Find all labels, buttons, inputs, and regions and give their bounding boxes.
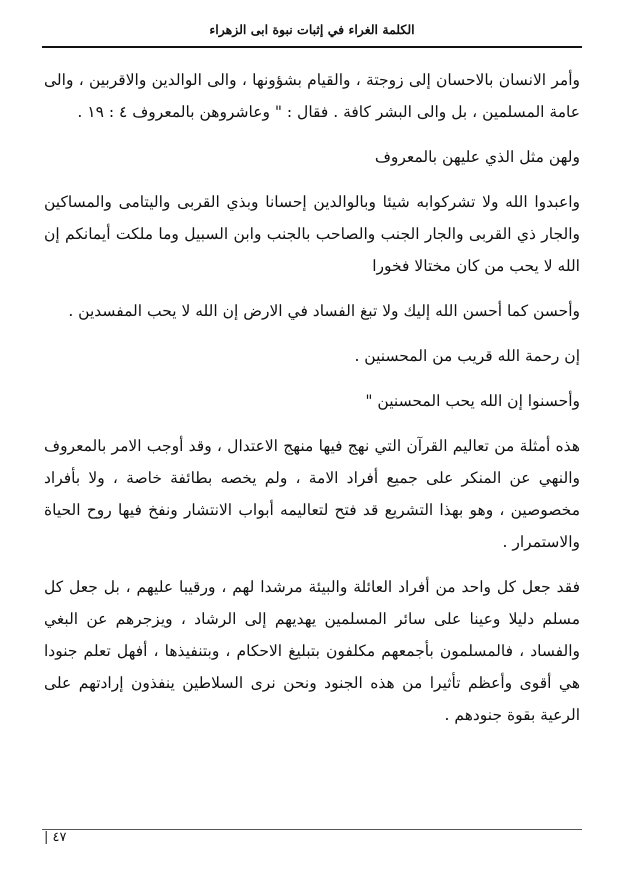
paragraph: ولهن مثل الذي عليهن بالمعروف — [374, 148, 580, 166]
paragraph: وأمر الانسان بالاحسان إلى زوجتة ، والقيام بشؤونها ، والى الوالدين والاقربين ، والى عامة المسلمين ، بل والى البشر كافة . فقال : " وعاشروهن بالمعروف ٤ : ١٩ . — [44, 71, 580, 121]
paragraph: إن رحمة الله قريب من المحسنين . — [354, 347, 580, 365]
page-number: ٤٧ | — [44, 830, 67, 845]
header-rule — [42, 46, 582, 48]
body-text — [44, 64, 580, 744]
paragraph: وأحسن كما أحسن الله إليك ولا تبغ الفساد في الارض إن الله لا يحب المفسدين . — [68, 302, 580, 320]
paragraph: وأحسنوا إن الله يحب المحسنين " — [365, 392, 580, 410]
running-header: الكلمة الغراء في إثبات نبوة ابى الزهراء — [209, 22, 415, 37]
paragraph: واعبدوا الله ولا تشركوابه شيئا وبالوالدين إحسانا وبذي القربى واليتامى والمساكين والجار ذي القربى والجار الجنب والصاحب بالجنب وابن السبيل وما ملكت أيمانكم إن الله لا يحب من كان مختالا فخورا — [44, 193, 580, 275]
paragraph: هذه أمثلة من تعاليم القرآن التي نهج فيها منهج الاعتدال ، وقد أوجب الامر بالمعروف والنهي عن المنكر على جميع أفراد الامة ، ولم يخصه بطائفة خاصة ، ولا بأفراد مخصوصين ، وهو بهذا التشريع قد فتح لتعاليمه أبواب الانتشار ونفخ فيها روح الحياة والاستمرار . — [44, 437, 580, 551]
footer-rule — [42, 829, 582, 830]
paragraph: فقد جعل كل واحد من أفراد العائلة والبيئة مرشدا لهم ، ورقيبا عليهم ، بل جعل كل مسلم دليلا وعينا على سائر المسلمين يهديهم إلى الرشاد ، ويزجرهم عن البغي والفساد ، فالمسلمون بأجمعهم مكلفون بتبليغ الاحكام ، وبتنفيذها ، أفهل تعلم جنودا هي أقوى وأعظم تأثيرا من هذه الجنود ونحن نرى السلاطين ينفذون إرادتهم على الرعية بقوة جنودهم . — [44, 578, 580, 724]
